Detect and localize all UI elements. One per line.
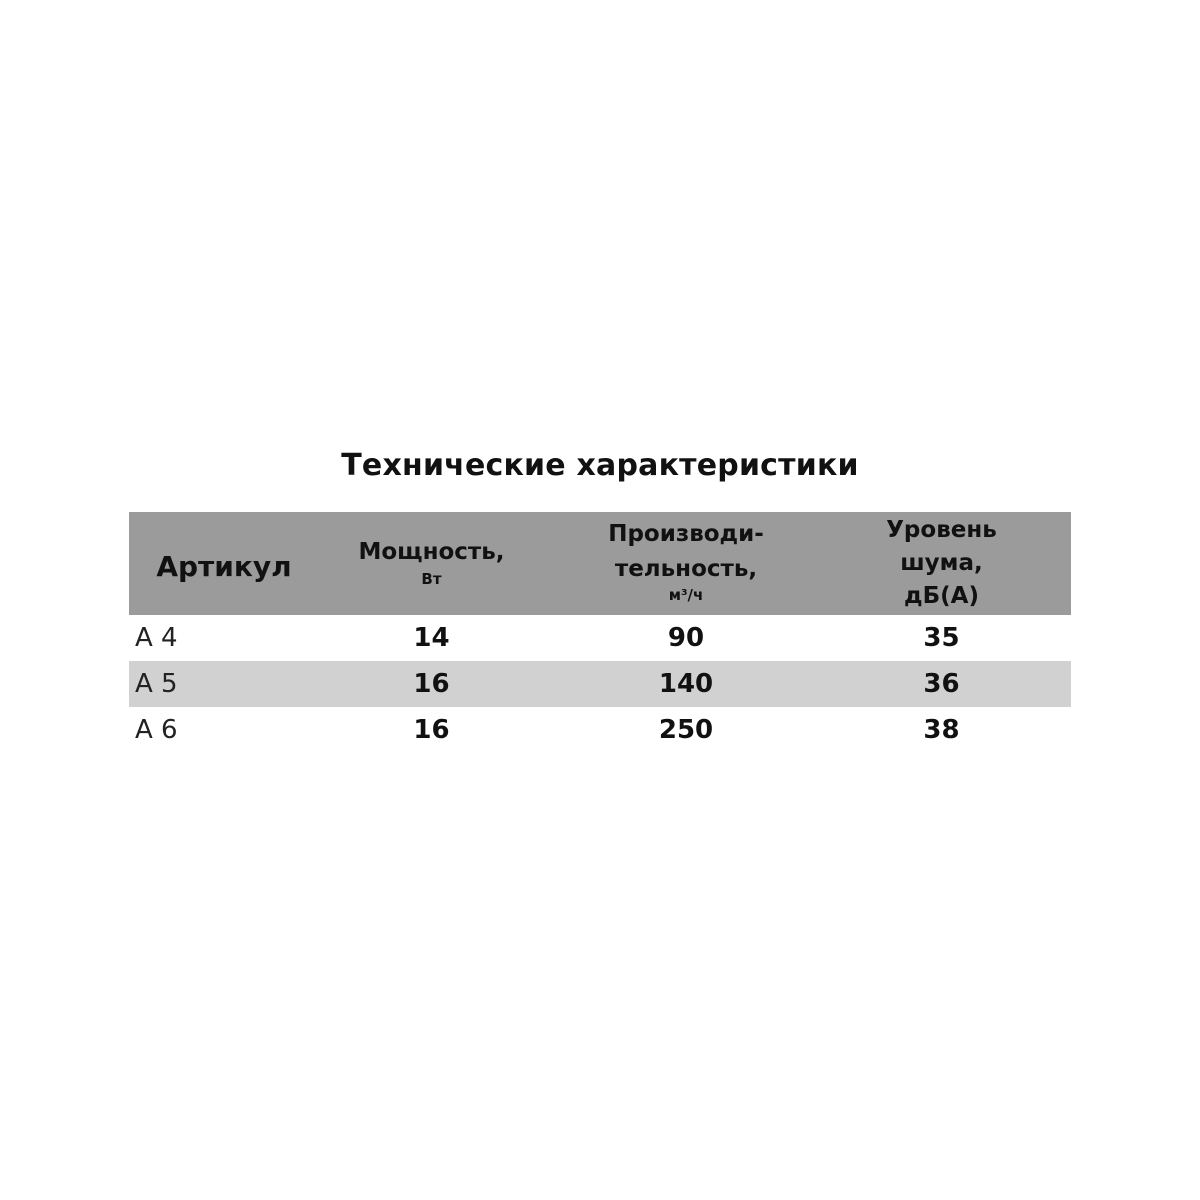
cell-article: А 4 — [135, 623, 178, 653]
column-header-noise-label-line2: шума, — [900, 550, 983, 576]
cell-noise: 38 — [923, 715, 960, 745]
cell-performance: 250 — [658, 715, 714, 745]
table-row — [129, 707, 1071, 753]
column-header-performance-label-line2: тельность, — [614, 556, 758, 582]
table-row — [129, 615, 1071, 661]
cell-power: 16 — [413, 669, 450, 699]
column-header-noise-label-line1: Уровень — [886, 517, 997, 543]
column-header-noise-unit: дБ(А) — [904, 583, 979, 609]
cell-power: 14 — [413, 623, 450, 653]
column-header-performance — [581, 512, 791, 615]
cell-noise: 36 — [923, 669, 960, 699]
column-header-power-label: Мощность, — [358, 539, 505, 565]
cell-article: А 5 — [135, 669, 178, 699]
cell-performance: 140 — [658, 669, 714, 699]
column-header-noise — [839, 512, 1044, 615]
cell-power: 16 — [413, 715, 450, 745]
table-header-row — [129, 512, 1071, 615]
cell-performance: 90 — [667, 623, 705, 653]
cell-noise: 35 — [923, 623, 960, 653]
column-header-article — [129, 512, 319, 615]
column-header-article-label: Артикул — [156, 549, 292, 583]
table-row — [129, 661, 1071, 707]
specifications-table — [129, 512, 1071, 753]
page-title: Технические характеристики — [341, 448, 859, 483]
column-header-performance-label-line1: Производи- — [608, 521, 764, 547]
column-header-power-unit: Вт — [421, 570, 442, 588]
column-header-performance-unit: м³/ч — [668, 586, 704, 604]
column-header-power — [329, 512, 534, 615]
cell-article: А 6 — [135, 715, 178, 745]
